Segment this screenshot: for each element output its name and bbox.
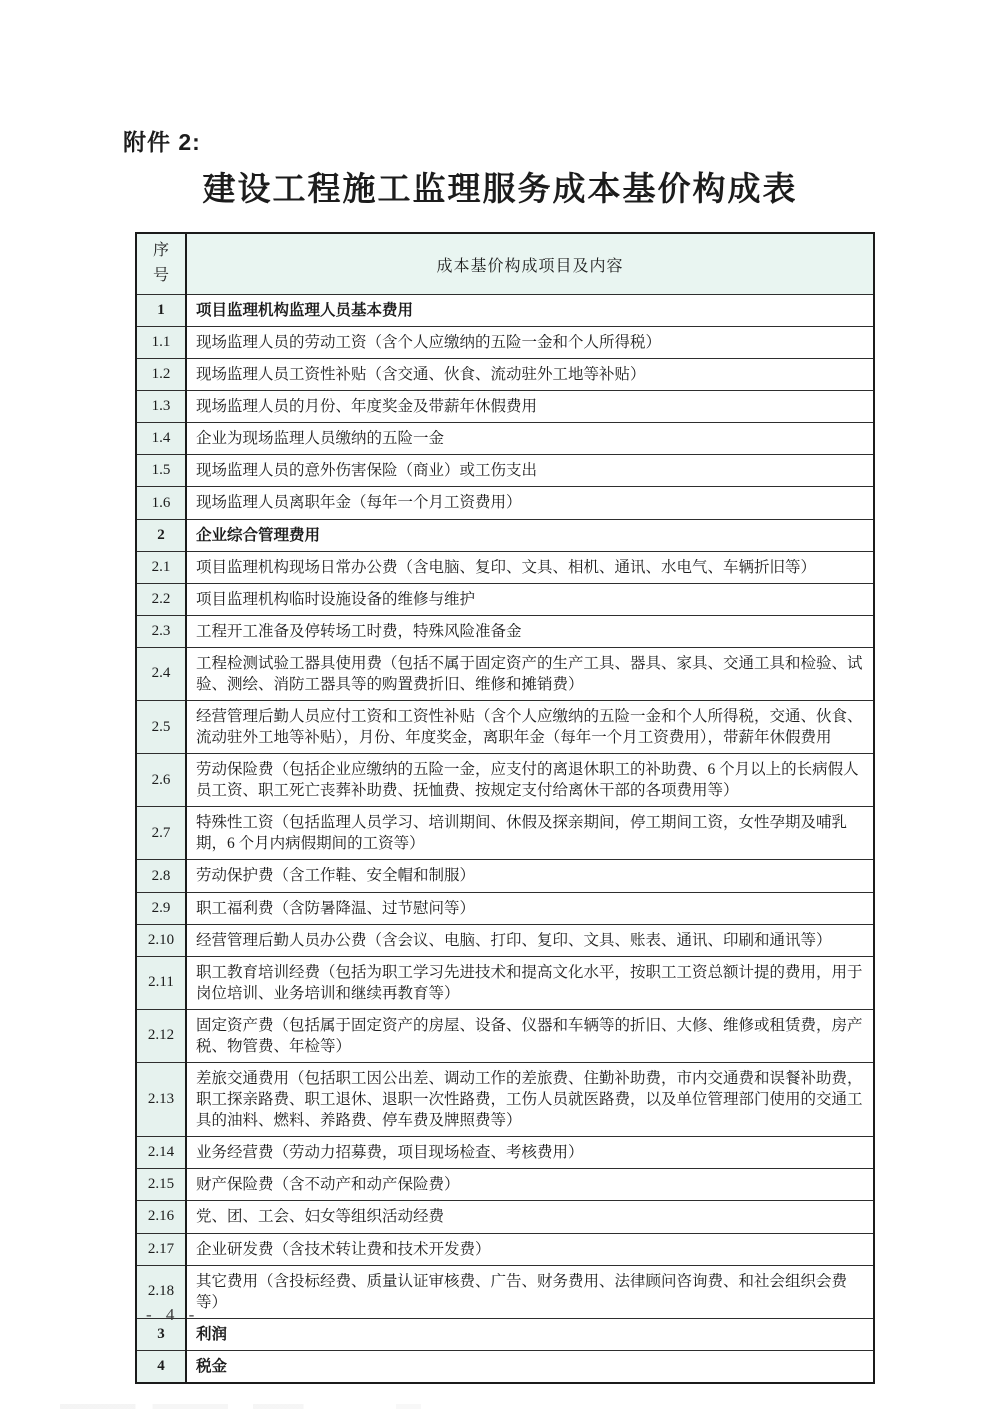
table-row — [136, 647, 874, 700]
table-row — [136, 423, 874, 455]
row-content-cell: 现场监理人员的劳动工资（含个人应缴纳的五险一金和个人所得税） — [186, 327, 874, 359]
table-row — [136, 924, 874, 956]
cost-table-head — [136, 233, 874, 295]
row-content-cell: 项目监理机构监理人员基本费用 — [186, 295, 874, 327]
row-number-cell: 2.11 — [136, 956, 186, 1009]
table-row — [136, 1137, 874, 1169]
table-row — [136, 359, 874, 391]
row-content-cell: 企业研发费（含技术转让费和技术开发费） — [186, 1233, 874, 1265]
row-number-cell: 2.18 — [136, 1265, 186, 1318]
table-row — [136, 487, 874, 519]
row-content-cell: 固定资产费（包括属于固定资产的房屋、设备、仪器和车辆等的折旧、大修、维修或租赁费，房产税、物管费、年检等） — [186, 1009, 874, 1062]
row-number-cell: 2.7 — [136, 807, 186, 860]
row-content-cell: 现场监理人员的意外伤害保险（商业）或工伤支出 — [186, 455, 874, 487]
row-number-cell: 2.1 — [136, 551, 186, 583]
row-content-cell: 项目监理机构现场日常办公费（含电脑、复印、文具、相机、通讯、水电气、车辆折旧等） — [186, 551, 874, 583]
row-content-cell: 经营管理后勤人员应付工资和工资性补贴（含个人应缴纳的五险一金和个人所得税，交通、伙食、流动驻外工地等补贴），月份、年度奖金，离职年金（每年一个月工资费用），带薪年休假费用 — [186, 701, 874, 754]
row-number-cell: 2.4 — [136, 647, 186, 700]
row-content-cell: 利润 — [186, 1318, 874, 1350]
row-number-cell: 2.17 — [136, 1233, 186, 1265]
row-content-cell: 劳动保险费（包括企业应缴纳的五险一金，应支付的离退休职工的补助费、6 个月以上的长病假人员工资、职工死亡丧葬补助费、抚恤费、按规定支付给离休干部的各项费用等） — [186, 754, 874, 807]
row-number-cell: 1.5 — [136, 455, 186, 487]
page-title: 建设工程施工监理服务成本基价构成表 — [202, 172, 798, 208]
table-row — [136, 754, 874, 807]
row-number-cell: 1 — [136, 295, 186, 327]
header-row — [136, 233, 874, 295]
row-content-cell: 现场监理人员离职年金（每年一个月工资费用） — [186, 487, 874, 519]
table-row — [136, 455, 874, 487]
row-content-cell: 职工教育培训经费（包括为职工学习先进技术和提高文化水平，按职工工资总额计提的费用，用于岗位培训、业务培训和继续再教育等） — [186, 956, 874, 1009]
row-number-cell: 1.4 — [136, 423, 186, 455]
row-number-cell: 1.2 — [136, 359, 186, 391]
row-content-cell: 工程检测试验工器具使用费（包括不属于固定资产的生产工具、器具、家具、交通工具和检验、试验、测绘、消防工器具等的购置费折旧、维修和摊销费） — [186, 647, 874, 700]
table-row — [136, 391, 874, 423]
row-content-cell: 财产保险费（含不动产和动产保险费） — [186, 1169, 874, 1201]
table-row — [136, 615, 874, 647]
table-row — [136, 1169, 874, 1201]
row-content-cell: 企业综合管理费用 — [186, 519, 874, 551]
table-row — [136, 956, 874, 1009]
row-number-cell: 1.6 — [136, 487, 186, 519]
table-row — [136, 519, 874, 551]
table-row — [136, 1009, 874, 1062]
row-number-cell: 2 — [136, 519, 186, 551]
row-content-cell: 企业为现场监理人员缴纳的五险一金 — [186, 423, 874, 455]
row-number-cell: 2.13 — [136, 1063, 186, 1137]
row-content-cell: 劳动保护费（含工作鞋、安全帽和制服） — [186, 860, 874, 892]
cost-table — [135, 232, 875, 1384]
cost-table-body — [136, 295, 874, 1383]
table-row — [136, 1318, 874, 1350]
table-row — [136, 295, 874, 327]
cost-table-container — [135, 232, 875, 1384]
row-number-cell: 2.12 — [136, 1009, 186, 1062]
row-number-cell: 2.16 — [136, 1201, 186, 1233]
row-number-cell: 2.10 — [136, 924, 186, 956]
table-row — [136, 701, 874, 754]
table-row — [136, 892, 874, 924]
header-cell-seq — [136, 233, 186, 295]
row-number-cell: 2.14 — [136, 1137, 186, 1169]
table-row — [136, 327, 874, 359]
table-row — [136, 860, 874, 892]
row-number-cell: 2.6 — [136, 754, 186, 807]
row-number-cell: 3 — [136, 1318, 186, 1350]
row-content-cell: 经营管理后勤人员办公费（含会议、电脑、打印、复印、文具、账表、通讯、印刷和通讯等） — [186, 924, 874, 956]
table-row — [136, 1063, 874, 1137]
row-number-cell: 1.3 — [136, 391, 186, 423]
row-content-cell: 现场监理人员工资性补贴（含交通、伙食、流动驻外工地等补贴） — [186, 359, 874, 391]
row-content-cell: 差旅交通费用（包括职工因公出差、调动工作的差旅费、住勤补助费，市内交通费和误餐补助费，职工探亲路费、职工退休、退职一次性路费，工伤人员就医路费，以及单位管理部门使用的交通工具的油料、燃料、养路费、停车费及牌照费等） — [186, 1063, 874, 1137]
header-cell-content: 成本基价构成项目及内容 — [186, 233, 874, 295]
row-number-cell: 2.2 — [136, 583, 186, 615]
table-row — [136, 583, 874, 615]
row-content-cell: 党、团、工会、妇女等组织活动经费 — [186, 1201, 874, 1233]
row-number-cell: 1.1 — [136, 327, 186, 359]
row-content-cell: 工程开工准备及停转场工时费，特殊风险准备金 — [186, 615, 874, 647]
row-number-cell: 4 — [136, 1350, 186, 1383]
row-number-cell: 2.8 — [136, 860, 186, 892]
row-content-cell: 职工福利费（含防暑降温、过节慰问等） — [186, 892, 874, 924]
row-content-cell: 其它费用（含投标经费、质量认证审核费、广告、财务费用、法律顾问咨询费、和社会组织会费等） — [186, 1265, 874, 1318]
header-seq-label: 序号 — [152, 242, 169, 284]
row-content-cell: 现场监理人员的月份、年度奖金及带薪年休假费用 — [186, 391, 874, 423]
table-row — [136, 1265, 874, 1318]
row-content-cell: 项目监理机构临时设施设备的维修与维护 — [186, 583, 874, 615]
row-content-cell: 特殊性工资（包括监理人员学习、培训期间、休假及探亲期间，停工期间工资，女性孕期及哺乳期，6 个月内病假期间的工资等） — [186, 807, 874, 860]
row-content-cell: 税金 — [186, 1350, 874, 1383]
table-row — [136, 807, 874, 860]
row-content-cell: 业务经营费（劳动力招募费，项目现场检查、考核费用） — [186, 1137, 874, 1169]
table-row — [136, 1350, 874, 1383]
table-row — [136, 1201, 874, 1233]
table-row — [136, 1233, 874, 1265]
table-row — [136, 551, 874, 583]
page-number: - 4 - — [146, 1305, 200, 1324]
row-number-cell: 2.15 — [136, 1169, 186, 1201]
row-number-cell: 2.9 — [136, 892, 186, 924]
row-number-cell: 2.3 — [136, 615, 186, 647]
attachment-label: 附件 2: — [123, 129, 201, 155]
scan-artifact — [60, 1404, 480, 1409]
row-number-cell: 2.5 — [136, 701, 186, 754]
